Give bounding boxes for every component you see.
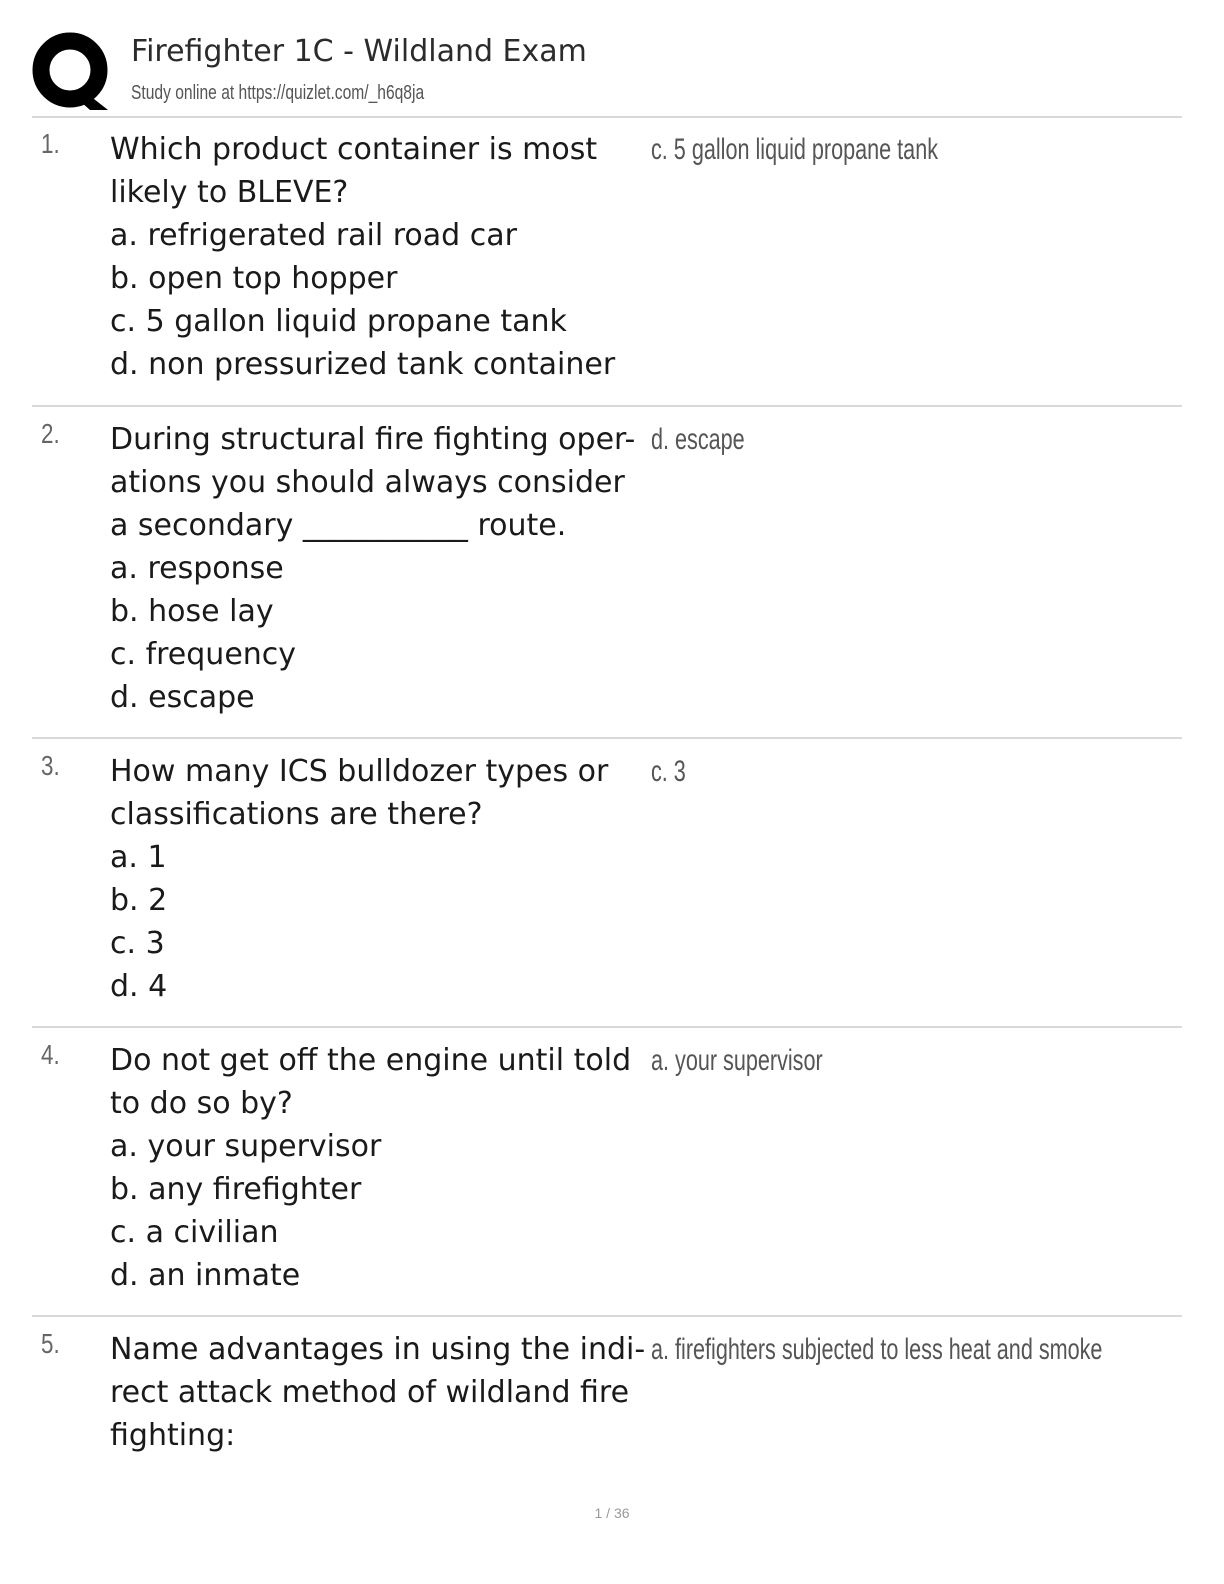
answer-option: b. 2 <box>110 883 168 918</box>
answer-option: b. hose lay <box>110 594 274 629</box>
divider <box>32 737 1182 739</box>
divider <box>32 116 1182 118</box>
question-body <box>110 1039 650 1297</box>
answer-option: d. an inmate <box>110 1258 301 1293</box>
quizlet-q-logo-icon <box>32 32 112 112</box>
answer-text: a. your supervisor <box>651 1044 823 1077</box>
answer-text: c. 5 gallon liquid propane tank <box>651 133 939 166</box>
answer-option: b. any firefighter <box>110 1172 362 1207</box>
page-indicator: 1 / 36 <box>594 1505 630 1521</box>
answer-option: c. 5 gallon liquid propane tank <box>110 304 567 339</box>
answer-text: a. firefighters subjected to less heat and smoke <box>651 1333 1103 1366</box>
question-body <box>110 1328 650 1457</box>
divider <box>32 1315 1182 1317</box>
question-number: 1. <box>41 128 60 159</box>
answer-option: d. non pressurized tank container <box>110 347 616 382</box>
divider <box>32 1026 1182 1028</box>
question-number: 2. <box>41 418 60 449</box>
answer-option: c. a civilian <box>110 1215 279 1250</box>
question-body <box>110 128 650 386</box>
answer-option: a. refrigerated rail road car <box>110 218 517 253</box>
question-number: 5. <box>41 1328 60 1359</box>
page-header <box>32 30 1182 116</box>
answer-text: d. escape <box>651 423 745 456</box>
divider <box>32 405 1182 407</box>
document-title: Firefighter 1C - Wildland Exam <box>131 34 587 69</box>
answer-option: d. escape <box>110 680 255 715</box>
question-body <box>110 418 650 719</box>
answer-option: b. open top hopper <box>110 261 398 296</box>
answer-option: a. response <box>110 551 284 586</box>
question-number: 3. <box>41 750 60 781</box>
answer-option: c. frequency <box>110 637 297 672</box>
answer-option: c. 3 <box>110 926 165 961</box>
answer-option: a. 1 <box>110 840 167 875</box>
study-online-link[interactable]: Study online at https://quizlet.com/_h6q8ja <box>131 82 425 104</box>
question-text: During structural fire fighting oper-ations you should always consider a secondary ___________ route. <box>110 422 636 543</box>
answer-text: c. 3 <box>651 755 686 788</box>
question-text: How many ICS bulldozer types or classifications are there? <box>110 754 609 832</box>
question-text: Which product container is most likely to BLEVE? <box>110 132 598 210</box>
question-text: Name advantages in using the indi-rect attack method of wildland fire fighting: <box>110 1332 646 1453</box>
question-body <box>110 750 650 1008</box>
question-text: Do not get off the engine until told to do so by? <box>110 1043 632 1121</box>
answer-option: d. 4 <box>110 969 168 1004</box>
answer-option: a. your supervisor <box>110 1129 382 1164</box>
question-number: 4. <box>41 1039 60 1070</box>
